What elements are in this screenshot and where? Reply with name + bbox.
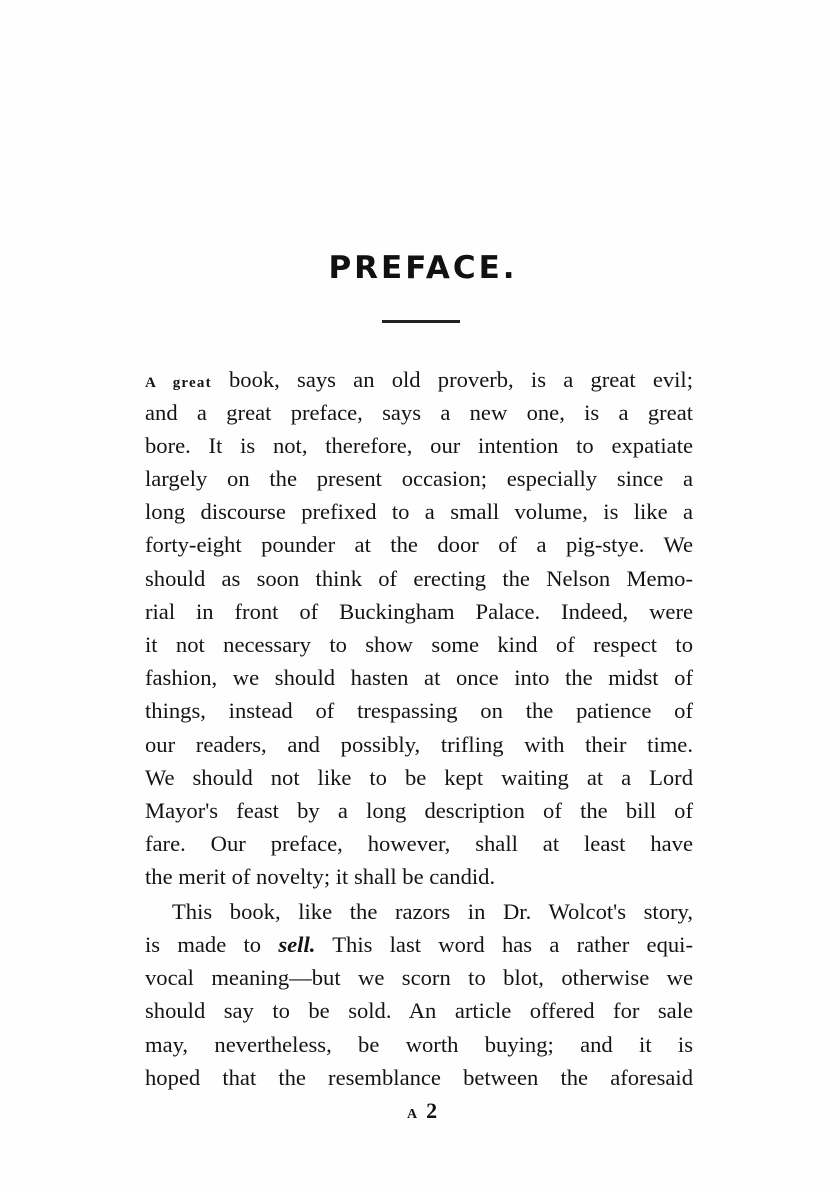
text-line-3: bore. It is not, therefore, our intention to expatiate <box>145 433 693 458</box>
text-line-21: may, nevertheless, be worth buying; and it is <box>145 1032 693 1057</box>
page-title: PREFACE. <box>328 250 518 286</box>
signature-mark <box>0 1098 840 1124</box>
text-line-1: A great book, says an old proverb, is a great evil; <box>145 367 693 392</box>
text-line-13: We should not like to be kept waiting at a Lord <box>145 765 693 790</box>
text-line-7: should as soon think of erecting the Nelson Memo- <box>145 566 693 591</box>
text-line-12: our readers, and possibly, trifling with their time. <box>145 732 693 757</box>
text-line-8: rial in front of Buckingham Palace. Indeed, were <box>145 599 693 624</box>
text-line-15: fare. Our preface, however, shall at least have <box>145 831 693 856</box>
title-rule <box>382 320 460 323</box>
text-line-9: it not necessary to show some kind of respect to <box>145 632 693 657</box>
text-line-22: hoped that the resemblance between the aforesaid <box>145 1065 693 1090</box>
text-line-20: should say to be sold. An article offered for sale <box>145 998 693 1023</box>
text-line-10: fashion, we should hasten at once into the midst of <box>145 665 693 690</box>
text-line-19: vocal meaning—but we scorn to blot, otherwise we <box>145 965 693 990</box>
text-line-18: is made to sell. This last word has a rather equi- <box>145 932 693 957</box>
text-line-16: the merit of novelty; it shall be candid. <box>145 864 496 889</box>
text-line-14: Mayor's feast by a long description of the bill of <box>145 798 693 823</box>
text-line-11: things, instead of trespassing on the patience of <box>145 698 693 723</box>
italic-word-sell: sell. <box>278 932 316 957</box>
text-line-5: long discourse prefixed to a small volume, is like a <box>145 499 693 524</box>
text-line-6: forty-eight pounder at the door of a pig-stye. We <box>145 532 693 557</box>
text-line-2: and a great preface, says a new one, is a great <box>145 400 693 425</box>
text-line-17: This book, like the razors in Dr. Wolcot's story, <box>172 899 693 924</box>
opening-small-caps: A great <box>145 375 212 391</box>
text-line-4: largely on the present occasion; especially since a <box>145 466 693 491</box>
signature-number: 2 <box>426 1098 438 1123</box>
signature-letter: A <box>406 1107 419 1122</box>
